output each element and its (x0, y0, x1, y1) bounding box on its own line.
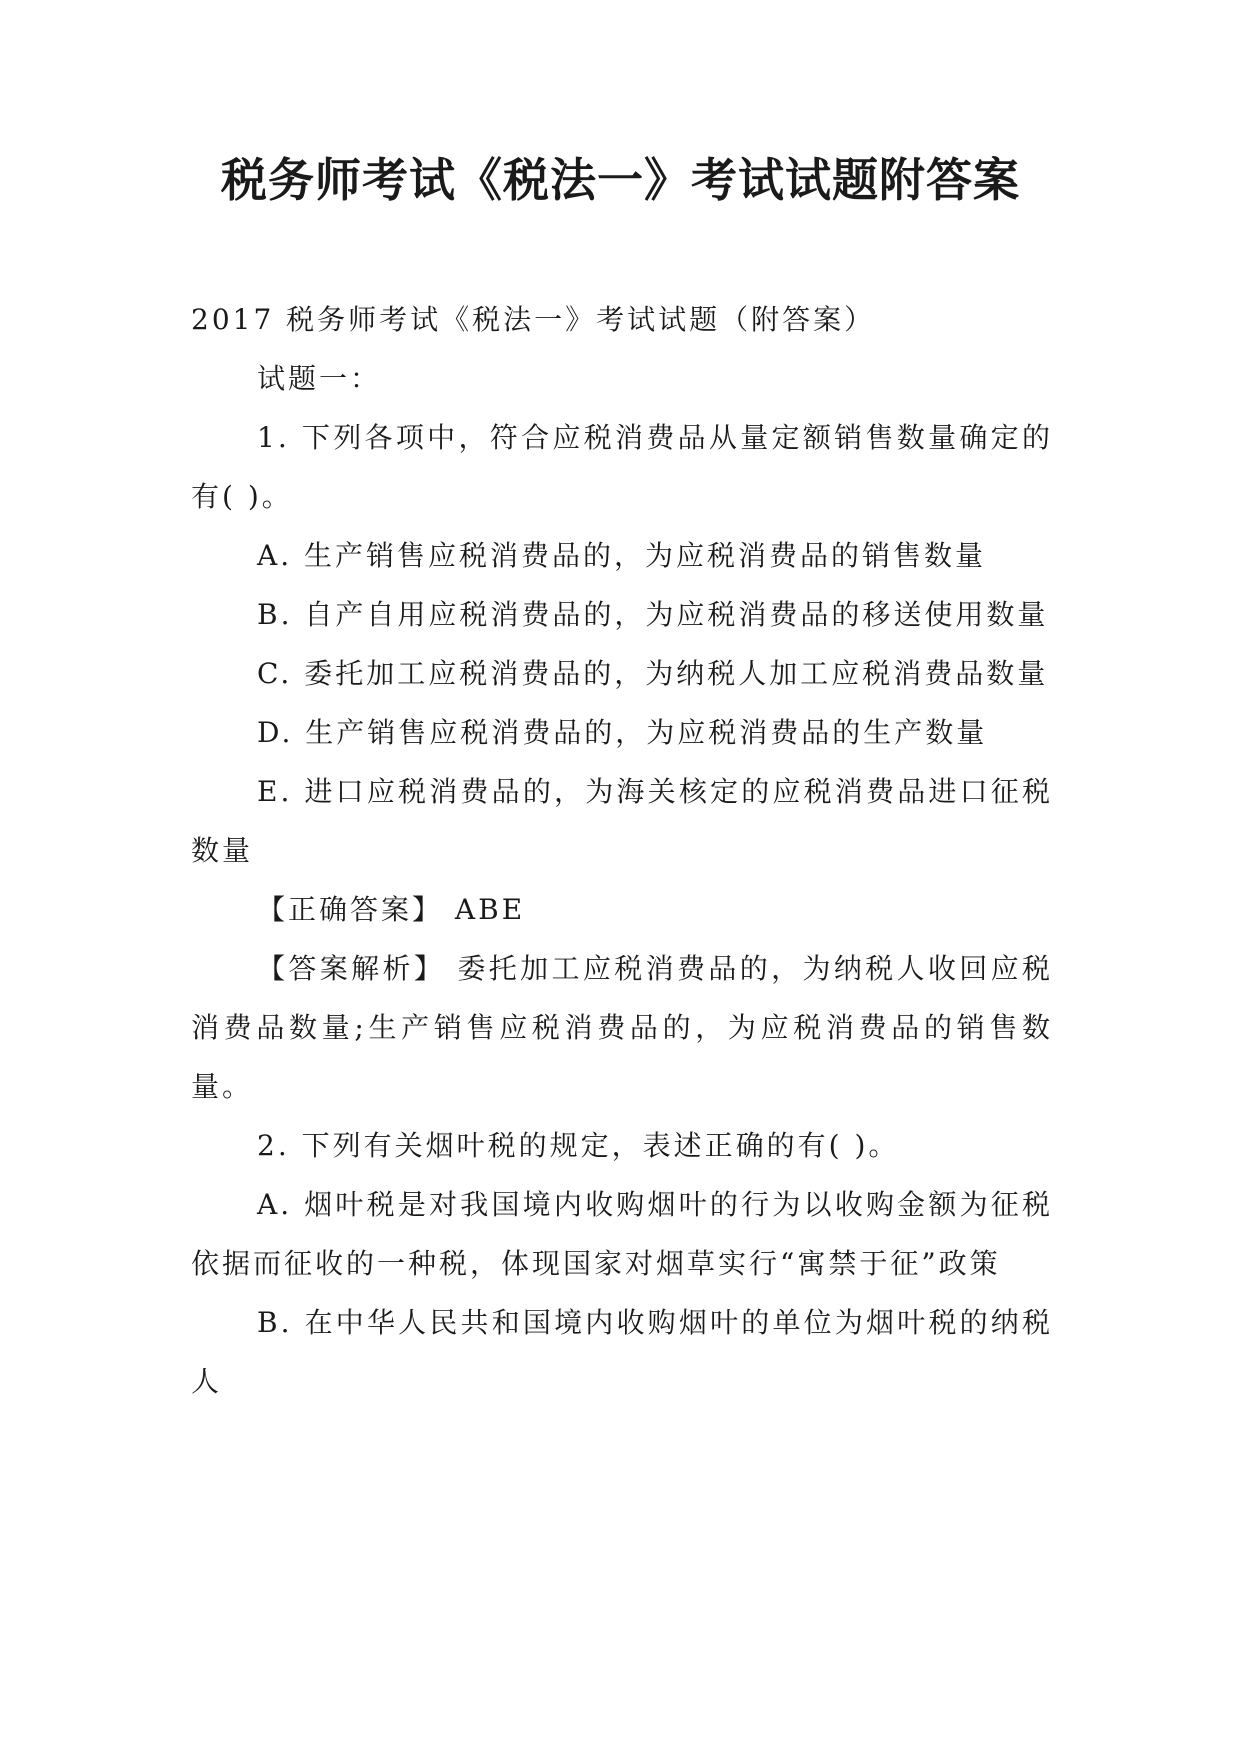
question-1-answer: 【正确答案】 ABE (257, 893, 526, 926)
section-heading: 试题一： (257, 362, 382, 395)
question-2: 2. 下列有关烟叶税的规定，表述正确的有( )。 (257, 1129, 900, 1162)
document-body (191, 290, 1053, 1411)
question-1-explanation: 【答案解析】 委托加工应税消费品的，为纳税人收回应税消费品数量;生产销售应税消费品的，为应税消费品的销售数量。 (191, 952, 1053, 1103)
question-2-option-b: B. 在中华人民共和国境内收购烟叶的单位为烟叶税的纳税人 (191, 1306, 1053, 1398)
question-1-option-e: E. 进口应税消费品的，为海关核定的应税消费品进口征税数量 (191, 775, 1053, 867)
exam-subtitle: 2017 税务师考试《税法一》考试试题（附答案） (191, 303, 876, 336)
question-1: 1. 下列各项中，符合应税消费品从量定额销售数量确定的有( )。 (191, 421, 1053, 513)
question-2-option-a: A. 烟叶税是对我国境内收购烟叶的行为以收购金额为征税依据而征收的一种税，体现国家对烟草实行“寓禁于征”政策 (191, 1188, 1053, 1280)
document-title: 税务师考试《税法一》考试试题附答案 (221, 153, 1020, 207)
question-1-option-c: C. 委托加工应税消费品的，为纳税人加工应税消费品数量 (257, 657, 1049, 690)
question-1-option-b: B. 自产自用应税消费品的，为应税消费品的移送使用数量 (257, 598, 1049, 631)
question-1-option-d: D. 生产销售应税消费品的，为应税消费品的生产数量 (257, 716, 988, 749)
question-1-option-a: A. 生产销售应税消费品的，为应税消费品的销售数量 (257, 539, 987, 572)
